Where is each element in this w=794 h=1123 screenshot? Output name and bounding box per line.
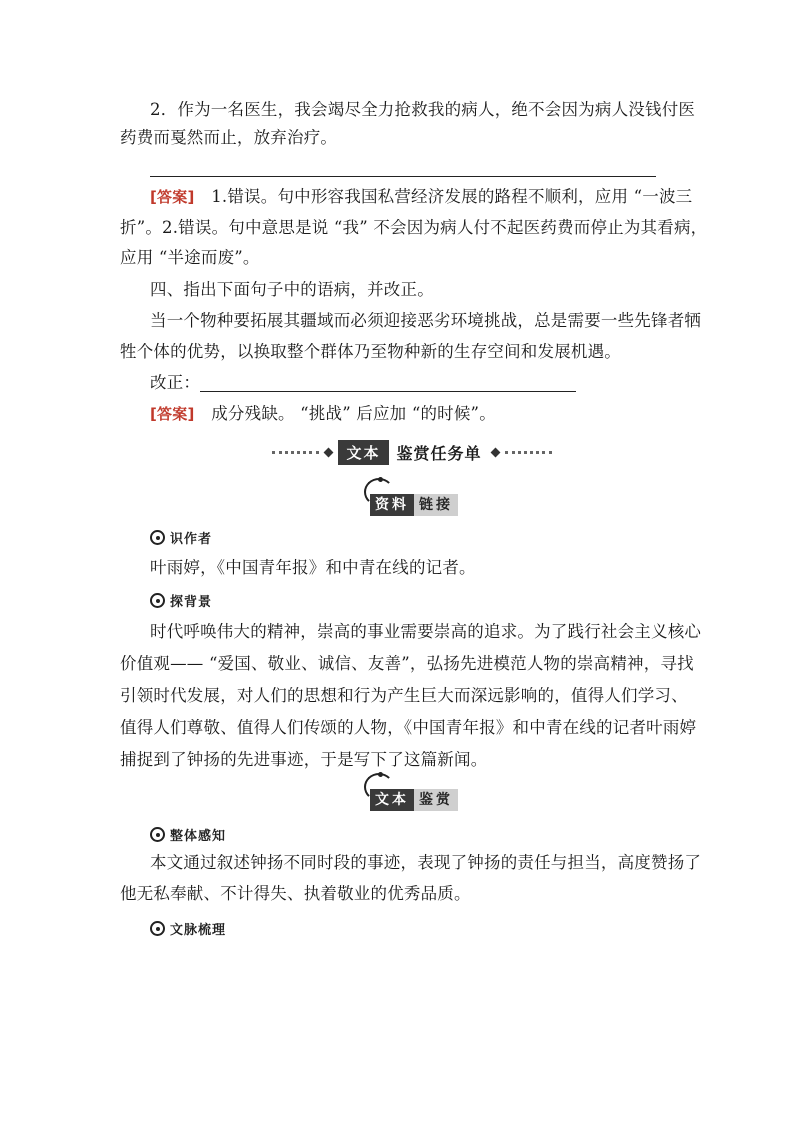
arc-icon [364, 773, 394, 801]
background-line-3: 引领时代发展，对人们的思想和行为产生巨大而深远影响的，值得人们学习、 [120, 686, 688, 705]
subheading-author [150, 528, 212, 547]
badge-label-dark: 资料 [370, 494, 414, 516]
banner-box-label: 文本 [338, 440, 388, 465]
author-text: 叶雨婷，《中国青年报》和中青在线的记者。 [150, 558, 476, 577]
answer-blank-line [150, 176, 656, 177]
arc-icon [364, 478, 394, 506]
fix-label: 改正： [150, 373, 201, 392]
fix-blank-line [200, 391, 576, 392]
answer-1-text: 1.错误。句中形容我国私营经济发展的路程不顺利，应用 “一波三 [194, 187, 693, 206]
background-line-5: 捕捉到了钟扬的先进事迹，于是写下了这篇新闻。 [120, 750, 488, 769]
subheading-overall [150, 825, 226, 844]
dotted-rule-left [272, 451, 319, 454]
question-2-line-1: 2．作为一名医生，我会竭尽全力抢救我的病人，绝不会因为病人没钱付医 [150, 100, 696, 119]
answer-tag: [答案] [150, 188, 195, 206]
answer-2-text: 成分残缺。 “挑战” 后应加 “的时候”。 [194, 404, 496, 423]
subheading-structure [150, 919, 226, 938]
background-line-2: 价值观—— “爱国、敬业、诚信、友善”，弘扬先进模范人物的崇高精神，寻找 [120, 654, 694, 673]
dotted-rule-right [505, 451, 552, 454]
answer-1-line-1 [150, 187, 693, 207]
background-line-1: 时代呼唤伟大的精神，崇高的事业需要崇高的追求。为了践行社会主义核心 [150, 622, 702, 641]
badge-label-light: 鉴赏 [414, 789, 458, 811]
badge-text-appreciation [370, 785, 458, 811]
question-2-line-2: 药费而戛然而止，放弃治疗。 [120, 128, 338, 147]
badge-label-dark: 文本 [370, 789, 414, 811]
answer-1-line-3: 应用 “半途而废”。 [120, 248, 260, 267]
badge-resource-link [370, 490, 458, 516]
answer-tag: [答案] [150, 405, 195, 423]
subheading-author-label: 识作者 [170, 532, 213, 547]
overall-line-1: 本文通过叙述钟扬不同时段的事迹，表现了钟扬的责任与担当，高度赞扬了 [150, 853, 702, 872]
banner-title: 鉴赏任务单 [396, 443, 482, 463]
badge-label-light: 链接 [414, 494, 458, 516]
circle-dot-icon [150, 530, 165, 545]
section-4-heading: 四、指出下面句子中的语病，并改正。 [150, 280, 434, 299]
section-4-sentence-line-2: 牲个体的优势，以换取整个群体乃至物种新的生存空间和发展机遇。 [120, 342, 621, 361]
section-4-sentence-line-1: 当一个物种要拓展其疆域而必须迎接恶劣环境挑战，总是需要一些先锋者牺 [150, 311, 702, 330]
circle-dot-icon [150, 593, 165, 608]
overall-line-2: 他无私奉献、不计得失、执着敬业的优秀品质。 [120, 884, 471, 903]
section-banner [272, 440, 552, 464]
dot-icon [378, 477, 383, 482]
dot-icon [378, 772, 383, 777]
answer-2 [150, 404, 680, 424]
circle-dot-icon [150, 921, 165, 936]
diamond-icon [490, 447, 500, 457]
subheading-structure-label: 文脉梳理 [170, 923, 227, 938]
subheading-background-label: 探背景 [170, 595, 213, 610]
answer-1-line-2: 折”。2.错误。句中意思是说 “我” 不会因为病人付不起医药费而停止为其看病， [120, 218, 708, 237]
circle-dot-icon [150, 827, 165, 842]
subheading-overall-label: 整体感知 [170, 829, 227, 844]
background-line-4: 值得人们尊敬、值得人们传颂的人物，《中国青年报》和中青在线的记者叶雨婷 [120, 718, 697, 737]
diamond-icon [324, 447, 334, 457]
subheading-background [150, 591, 212, 610]
